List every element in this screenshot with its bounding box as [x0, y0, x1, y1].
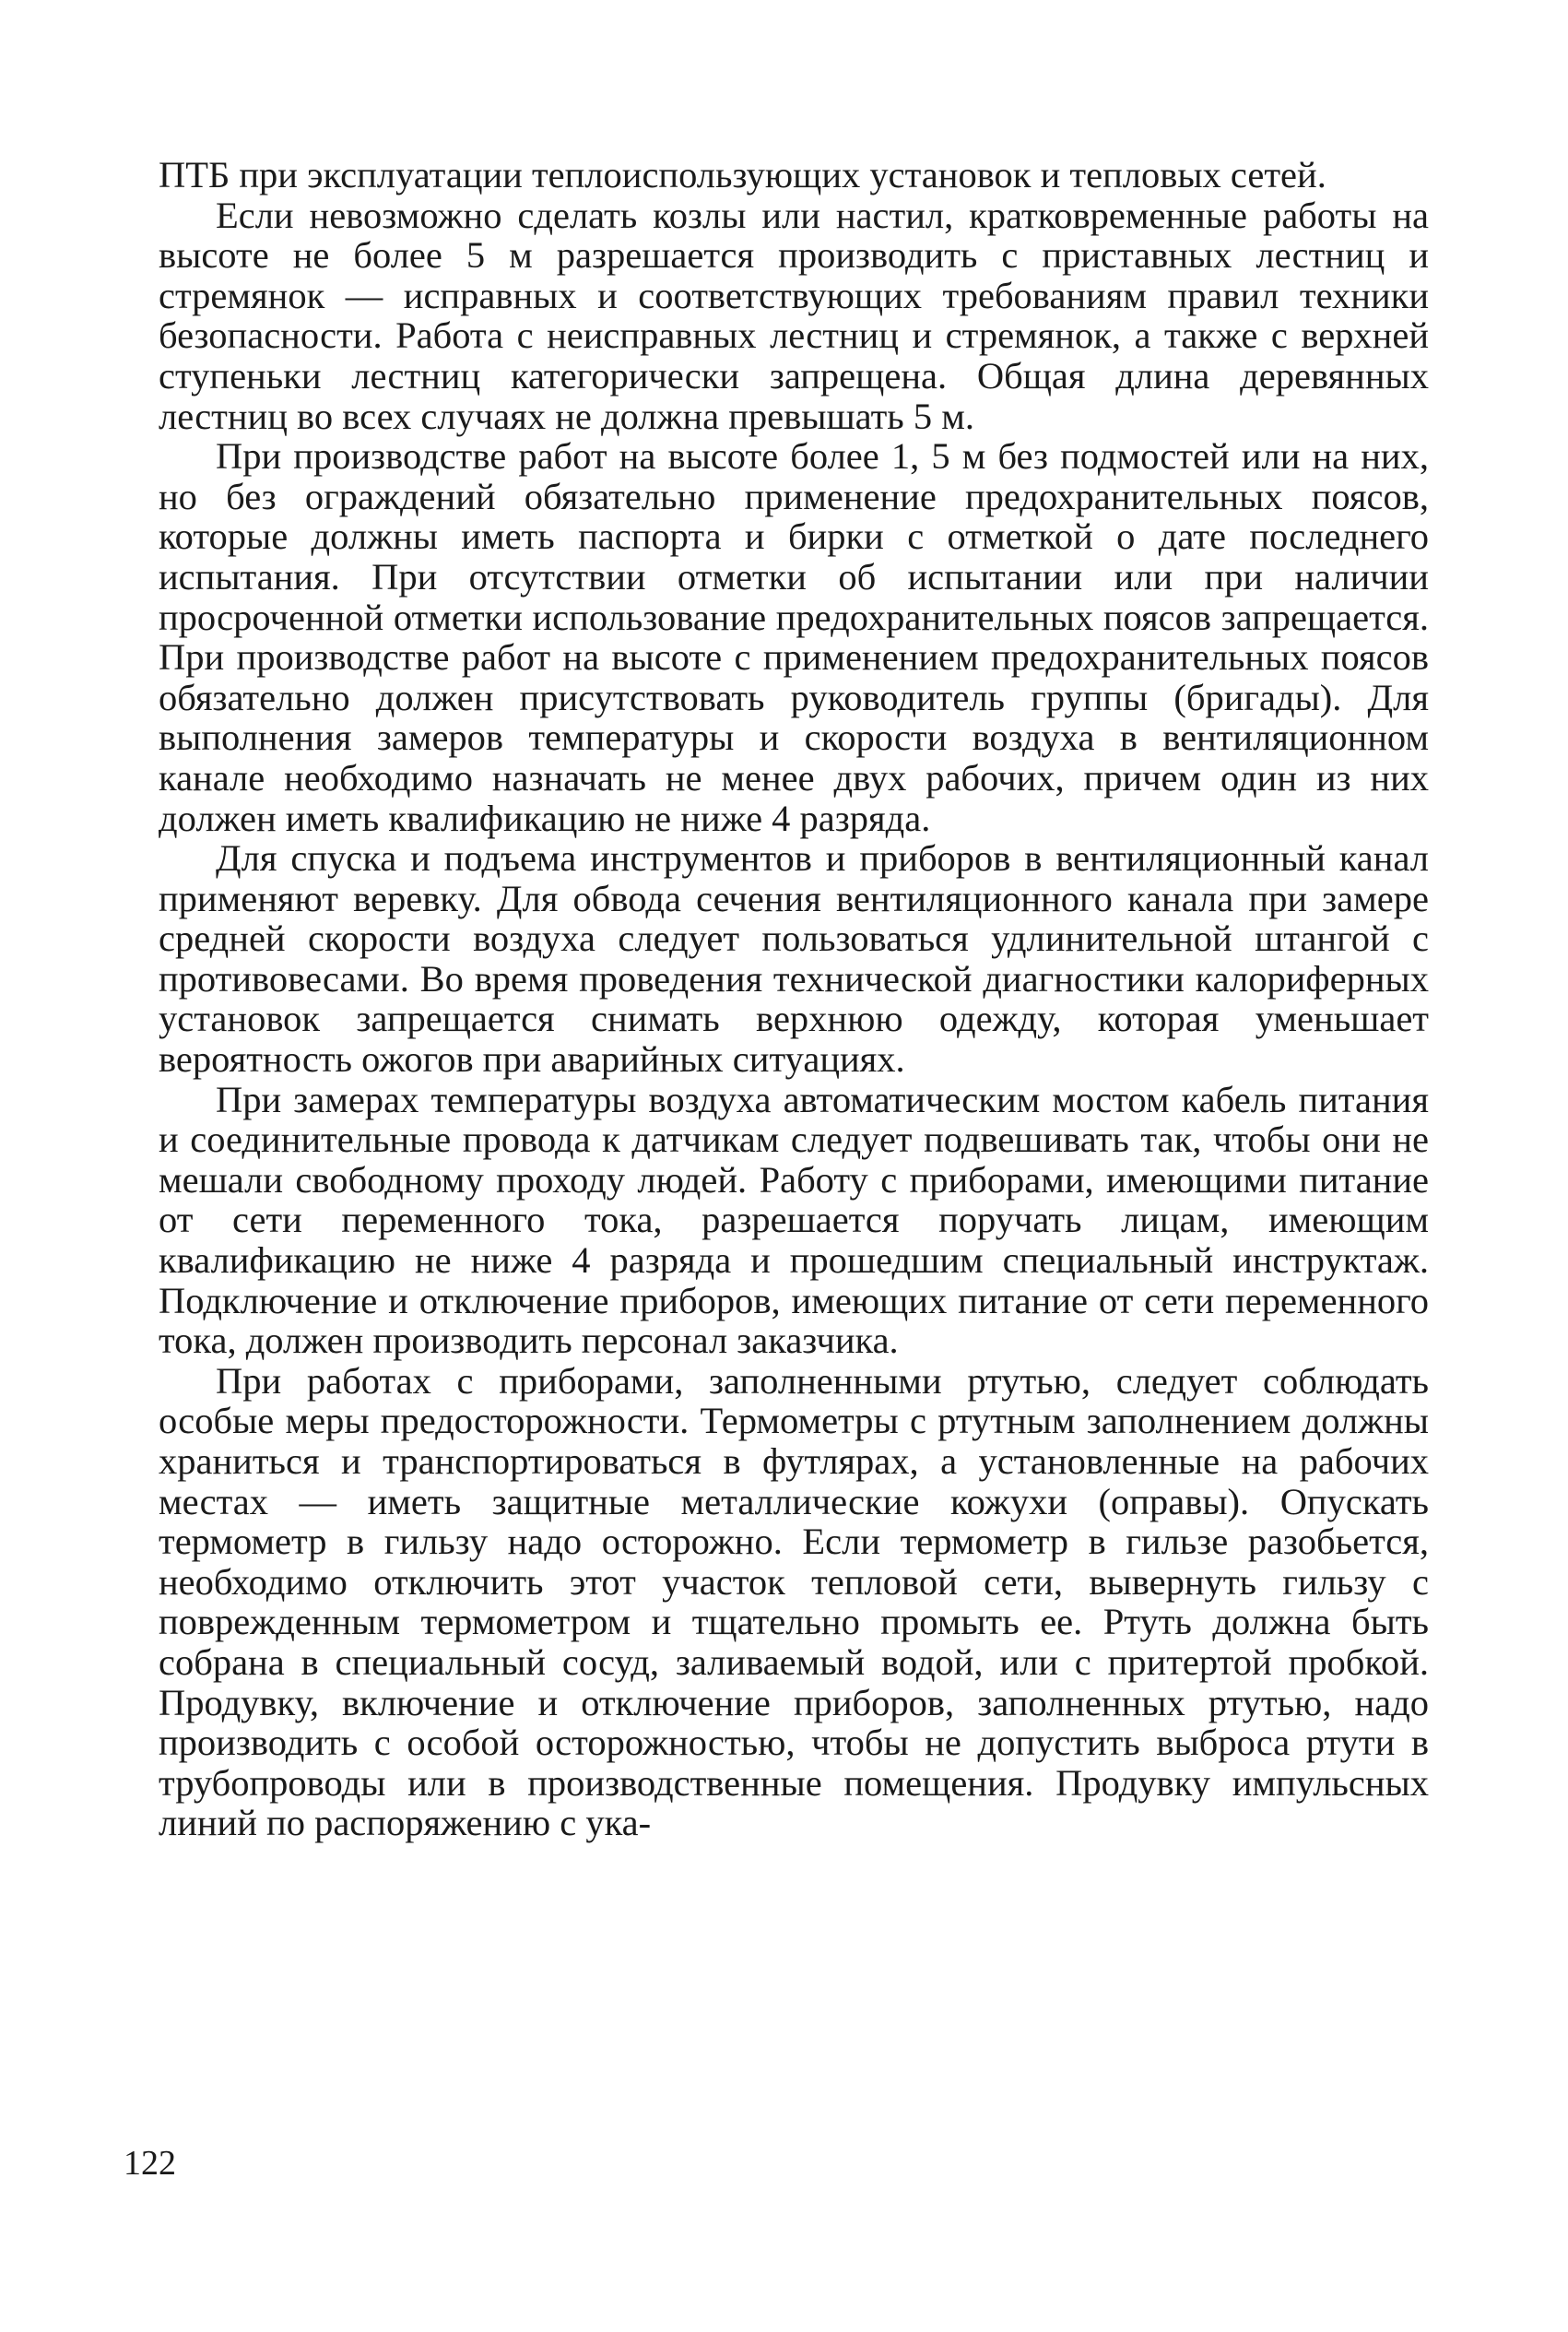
paragraph-ventilation-channel: Для спуска и подъема инструментов и приборов в вентиляционный канал применяют веревку. Для обвода сечения вентиляционного канала при замере средней скорости воздуха следует пользоваться удлинительной штангой с противовесами. Во время проведения технической диагностики калориферных установок запрещается снимать верхнюю одежду, которая уменьшает вероятность ожогов при аварийных ситуациях. — [159, 837, 1429, 1081]
body-text — [159, 155, 1429, 1843]
paragraph-temperature-measurement: При замерах температуры воздуха автоматическим мостом кабель питания и соединительные провода к датчикам следует подвешивать так, чтобы они не мешали свободному проходу людей. Работу с приборами, имеющими питание от сети переменного тока, разрешается поручать лицам, имеющим квалификацию не ниже 4 разряда и прошедшим специальный инструктаж. Подключение и отключение приборов, имеющих питание от сети переменного тока, должен производить персонал заказчика. — [159, 1078, 1429, 1362]
paragraph-continuation: ПТБ при эксплуатации теплоиспользующих установок и тепловых сетей. — [159, 154, 1326, 195]
page-number: 122 — [124, 2144, 176, 2183]
paragraph-safety-belts: При производстве работ на высоте более 1, 5 м без подмостей или на них, но без ограждений обязательно применение предохранительных поясов, которые должны иметь паспорта и бирки с отметкой о дате последнего испытания. При отсутствии отметки об испытании или при наличии просроченной отметки использование предохранительных поясов запрещается. При производстве работ на высоте с применением предохранительных поясов обязательно должен присутствовать руководитель группы (бригады). Для выполнения замеров температуры и скорости воздуха в вентиляционном канале необходимо назначать не менее двух рабочих, причем один из них должен иметь квалификацию не ниже 4 разряда. — [159, 435, 1429, 839]
paragraph-mercury-instruments: При работах с приборами, заполненными ртутью, следует соблюдать особые меры предосторожности. Термометры с ртутным заполнением должны храниться и транспортироваться в футлярах, а установленные на рабочих местах — иметь защитные металлические кожухи (оправы). Опускать термометр в гильзу надо осторожно. Если термометр в гильзе разобьется, необходимо отключить этот участок тепловой сети, вывернуть гильзу с поврежденным термометром и тщательно промыть ее. Ртуть должна быть собрана в специальный сосуд, заливаемый водой, или с притертой пробкой. Продувку, включение и отключение приборов, заполненных ртутью, надо производить с особой осторожностью, чтобы не допустить выброса ртути в трубопроводы или в производственные помещения. Продувку импульсных линий по распоряжению с ука- — [159, 1359, 1429, 1844]
paragraph-ladders: Если невозможно сделать козлы или настил, кратковременные работы на высоте не более 5 м разрешается производить с приставных лестниц и стремянок — исправных и соответствующих требованиям правил техники безопасности. Работа с неисправных лестниц и стремянок, а также с верхней ступеньки лестниц категорически запрещена. Общая длина деревянных лестниц во всех случаях не должна превышать 5 м. — [159, 194, 1429, 437]
